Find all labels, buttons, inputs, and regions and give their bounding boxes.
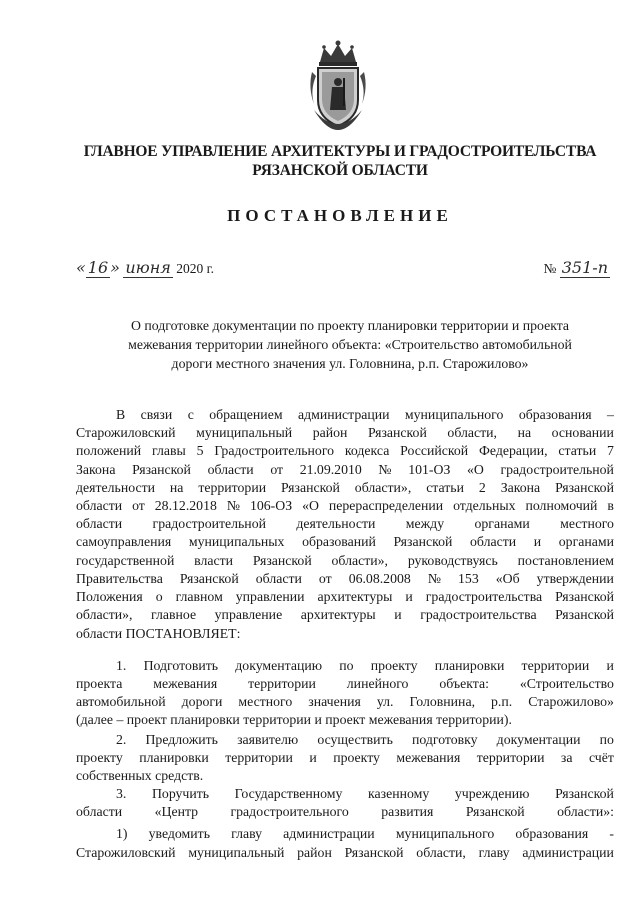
subject-line: дороги местного значения ул. Головнина, р.п. Старожилово» — [171, 356, 529, 371]
date-month: июня — [125, 258, 171, 277]
coat-of-arms-icon — [298, 38, 378, 134]
subject-line: О подготовке документации по проекту планировки территории и проекта — [130, 318, 570, 333]
body-text-line: Старожиловский муниципальный район Рязанской области, на основании — [76, 425, 614, 440]
body-text-line: Положения о главном управлении архитектуры и градостроительства Рязанской — [76, 589, 614, 604]
document-subject — [100, 316, 600, 373]
body-text-line: Старожиловский муниципальный район Рязанской области, главу администрации — [76, 845, 614, 860]
body-text-line: проекта межевания территории линейного объекта: «Строительство — [76, 676, 614, 691]
body-text-line: проекту планировки территории и проекту межевания территории за счёт — [76, 750, 614, 765]
document-type-title: ПОСТАНОВЛЕНИЕ — [227, 206, 453, 225]
body-text-line: 1) уведомить главу администрации муниципального образования - — [116, 826, 614, 841]
body-text-line: государственной власти Рязанской области», руководствуясь постановлением — [76, 553, 614, 568]
date-year: 2020 г. — [176, 261, 214, 276]
body-text-line: области ПОСТАНОВЛЯЕТ: — [76, 626, 241, 641]
body-text-line: автомобильной дороги местного значения ул. Головнина, р.п. Старожилово» — [76, 694, 614, 709]
body-text-line: В связи с обращением администрации муниципального образования – — [116, 407, 614, 422]
document-number — [543, 258, 610, 277]
body-text-line: деятельности на территории Рязанской области», статьи 2 Закона Рязанской — [76, 480, 614, 495]
date-day: 16 — [87, 258, 109, 277]
date-open-quote: « — [76, 258, 86, 277]
number-value: 351-п — [561, 258, 608, 277]
body-text-line: области», главное управление архитектуры и градостроительства Рязанской — [76, 607, 614, 622]
organization-name-line2: РЯЗАНСКОЙ ОБЛАСТИ — [252, 162, 428, 179]
organization-name-line1: ГЛАВНОЕ УПРАВЛЕНИЕ АРХИТЕКТУРЫ И ГРАДОСТРОИТЕЛЬСТВА — [83, 143, 597, 160]
date-close-quote: » — [110, 258, 120, 277]
body-text-line: области от 28.12.2018 № 106-ОЗ «О перераспределении отдельных полномочий в — [76, 498, 614, 513]
document-date — [76, 258, 214, 277]
body-text-line: 2. Предложить заявителю осуществить подготовку документации по — [116, 732, 614, 747]
subject-line: межевания территории линейного объекта: «Строительство автомобильной — [128, 337, 572, 352]
body-text-line: положений главы 5 Градостроительного кодекса Российской Федерации, статьи 7 — [76, 443, 614, 458]
body-text-line: самоуправления муниципальных образований Рязанской области и органами — [76, 534, 614, 549]
body-text-line: собственных средств. — [76, 768, 204, 783]
body-text-line: Правительства Рязанской области от 06.08.2008 № 153 «Об утверждении — [76, 571, 614, 586]
body-text-line: 3. Поручить Государственному казенному учреждению Рязанской — [116, 786, 614, 801]
body-text-line: области «Центр градостроительного развития Рязанской области»: — [76, 804, 614, 819]
body-text-line: области градостроительной деятельности между органами местного — [76, 516, 614, 531]
body-text-line: (далее – проект планировки территории и проект межевания территории). — [76, 712, 512, 727]
body-text-line: Закона Рязанской области от 21.09.2010 № 101-ОЗ «О градостроительной — [76, 462, 614, 477]
body-text-line: 1. Подготовить документацию по проекту планировки территории и — [116, 658, 614, 673]
number-prefix: № — [543, 261, 557, 276]
